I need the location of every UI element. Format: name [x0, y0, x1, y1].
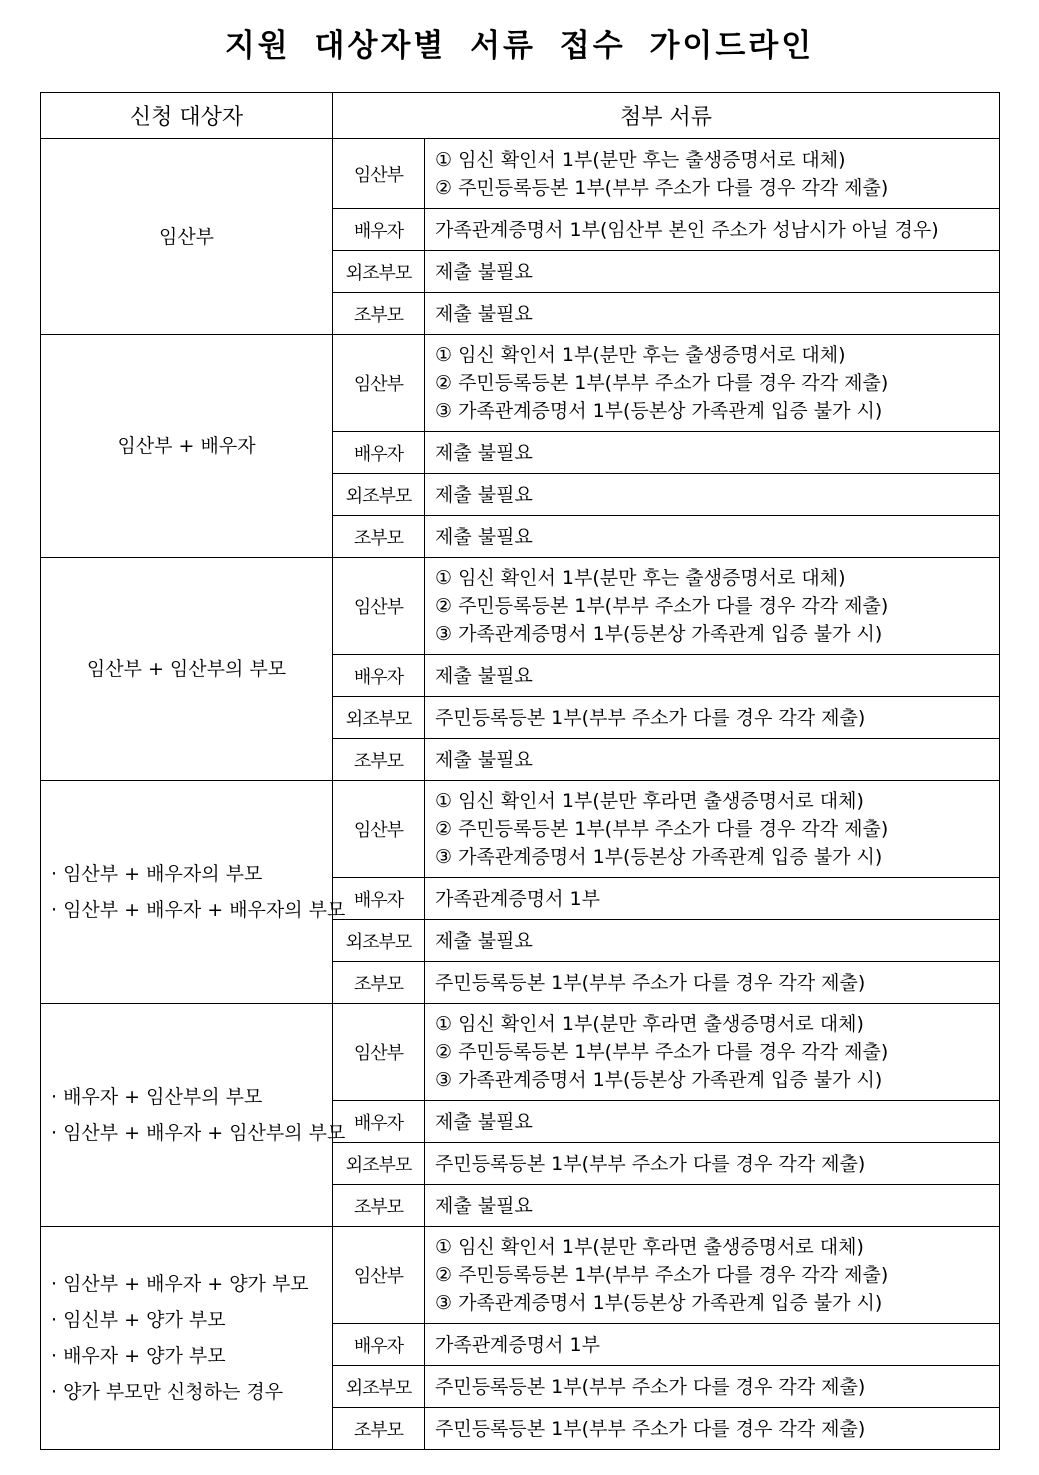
documents-cell [425, 293, 1000, 335]
table-row [41, 1004, 1000, 1101]
document-item: ③ 가족관계증명서 1부(등본상 가족관계 입증 불가 시) [435, 623, 883, 645]
documents-cell [425, 516, 1000, 558]
role-cell: 조부모 [333, 739, 425, 781]
document-item: ① 임신 확인서 1부(분만 후라면 출생증명서로 대체) [435, 1013, 864, 1035]
role-cell: 임산부 [333, 1004, 425, 1101]
role-cell: 외조부모 [333, 1143, 425, 1185]
document-item: ③ 가족관계증명서 1부(등본상 가족관계 입증 불가 시) [435, 400, 883, 422]
document-item: ③ 가족관계증명서 1부(등본상 가족관계 입증 불가 시) [435, 1292, 883, 1314]
applicant-line: · 임산부 + 배우자의 부모 [51, 863, 263, 885]
documents-cell [425, 920, 1000, 962]
documents-cell [425, 1324, 1000, 1366]
table-body [41, 139, 1000, 1450]
applicant-cell [41, 139, 333, 335]
role-cell: 배우자 [333, 655, 425, 697]
documents-cell [425, 251, 1000, 293]
documents-cell [425, 209, 1000, 251]
role-cell: 조부모 [333, 1185, 425, 1227]
document-item: 주민등록등본 1부(부부 주소가 다를 경우 각각 제출) [435, 971, 866, 994]
role-cell: 조부모 [333, 962, 425, 1004]
documents-cell [425, 1185, 1000, 1227]
applicant-line: · 임산부 + 배우자 + 양가 부모 [51, 1273, 309, 1295]
document-item: ① 임신 확인서 1부(분만 후는 출생증명서로 대체) [435, 344, 846, 366]
document-item: 제출 불필요 [435, 1194, 533, 1217]
document-item: 제출 불필요 [435, 302, 533, 325]
applicant-cell [41, 558, 333, 781]
role-cell: 조부모 [333, 516, 425, 558]
role-cell: 임산부 [333, 1227, 425, 1324]
role-cell: 임산부 [333, 335, 425, 432]
document-item: 주민등록등본 1부(부부 주소가 다를 경우 각각 제출) [435, 1417, 866, 1440]
document-item: 주민등록등본 1부(부부 주소가 다를 경우 각각 제출) [435, 706, 866, 729]
document-item: 제출 불필요 [435, 664, 533, 687]
documents-cell [425, 335, 1000, 432]
documents-cell [425, 1408, 1000, 1450]
role-cell: 조부모 [333, 1408, 425, 1450]
document-item: ③ 가족관계증명서 1부(등본상 가족관계 입증 불가 시) [435, 1069, 883, 1091]
table-row [41, 335, 1000, 432]
applicant-line: · 임산부 + 배우자 + 배우자의 부모 [51, 899, 346, 921]
documents-cell [425, 432, 1000, 474]
applicant-line: · 양가 부모만 신청하는 경우 [51, 1381, 284, 1403]
role-cell: 임산부 [333, 139, 425, 209]
document-item: 제출 불필요 [435, 483, 533, 506]
role-cell: 배우자 [333, 878, 425, 920]
document-item: ② 주민등록등본 1부(부부 주소가 다를 경우 각각 제출) [435, 818, 889, 840]
documents-cell [425, 962, 1000, 1004]
page-title: 지원 대상자별 서류 접수 가이드라인 [224, 28, 815, 64]
applicant-line: · 배우자 + 임산부의 부모 [51, 1086, 263, 1108]
table-row [41, 1227, 1000, 1324]
role-cell: 외조부모 [333, 251, 425, 293]
document-item: 가족관계증명서 1부(임산부 본인 주소가 성남시가 아닐 경우) [435, 218, 939, 241]
document-item: 주민등록등본 1부(부부 주소가 다를 경우 각각 제출) [435, 1375, 866, 1398]
document-item: 주민등록등본 1부(부부 주소가 다를 경우 각각 제출) [435, 1152, 866, 1175]
role-cell: 외조부모 [333, 474, 425, 516]
applicant-line: · 배우자 + 양가 부모 [51, 1345, 226, 1367]
documents-cell [425, 1366, 1000, 1408]
document-item: ③ 가족관계증명서 1부(등본상 가족관계 입증 불가 시) [435, 846, 883, 868]
role-cell: 외조부모 [333, 1366, 425, 1408]
documents-cell [425, 558, 1000, 655]
role-cell: 배우자 [333, 1101, 425, 1143]
table-row [41, 558, 1000, 655]
documents-cell [425, 781, 1000, 878]
document-item: ② 주민등록등본 1부(부부 주소가 다를 경우 각각 제출) [435, 176, 889, 199]
documents-cell [425, 655, 1000, 697]
document-item: 제출 불필요 [435, 260, 533, 283]
role-cell: 임산부 [333, 558, 425, 655]
document-item: ② 주민등록등본 1부(부부 주소가 다를 경우 각각 제출) [435, 372, 889, 394]
applicant-cell [41, 1227, 333, 1450]
applicant-line: · 임산부 + 배우자 + 임산부의 부모 [51, 1122, 346, 1144]
applicant-line: 임산부 [158, 225, 215, 248]
applicant-cell [41, 1004, 346, 1227]
document-item: 가족관계증명서 1부 [435, 1333, 600, 1356]
document-item: 제출 불필요 [435, 525, 533, 548]
header-applicant: 신청 대상자 [41, 93, 333, 139]
documents-cell [425, 697, 1000, 739]
documents-cell [425, 1004, 1000, 1101]
role-cell: 외조부모 [333, 920, 425, 962]
role-cell: 배우자 [333, 209, 425, 251]
applicant-line: 임산부 + 임산부의 부모 [86, 658, 287, 680]
documents-cell [425, 139, 1000, 209]
document-item: ② 주민등록등본 1부(부부 주소가 다를 경우 각각 제출) [435, 1264, 889, 1286]
document-item: ② 주민등록등본 1부(부부 주소가 다를 경우 각각 제출) [435, 595, 889, 617]
document-item: ① 임신 확인서 1부(분만 후는 출생증명서로 대체) [435, 148, 846, 171]
document-item: ① 임신 확인서 1부(분만 후는 출생증명서로 대체) [435, 567, 846, 589]
documents-cell [425, 1101, 1000, 1143]
document-item: 제출 불필요 [435, 1110, 533, 1133]
role-cell: 배우자 [333, 432, 425, 474]
document-item: ① 임신 확인서 1부(분만 후라면 출생증명서로 대체) [435, 790, 864, 812]
documents-cell [425, 878, 1000, 920]
documents-cell [425, 1227, 1000, 1324]
applicant-cell [41, 335, 333, 558]
documents-cell [425, 1143, 1000, 1185]
table-row [41, 781, 1000, 878]
applicant-line: 임산부 + 배우자 [117, 435, 256, 457]
documents-cell [425, 474, 1000, 516]
role-cell: 조부모 [333, 293, 425, 335]
document-item: ② 주민등록등본 1부(부부 주소가 다를 경우 각각 제출) [435, 1041, 889, 1063]
document-item: 가족관계증명서 1부 [435, 887, 600, 910]
guideline-table [40, 92, 1000, 1450]
applicant-cell [41, 781, 346, 1004]
documents-cell [425, 739, 1000, 781]
role-cell: 외조부모 [333, 697, 425, 739]
table-row [41, 139, 1000, 209]
document-item: 제출 불필요 [435, 441, 533, 464]
role-cell: 배우자 [333, 1324, 425, 1366]
applicant-line: · 임신부 + 양가 부모 [51, 1309, 226, 1331]
document-item: 제출 불필요 [435, 929, 533, 952]
document-item: ① 임신 확인서 1부(분만 후라면 출생증명서로 대체) [435, 1236, 864, 1258]
document-item: 제출 불필요 [435, 748, 533, 771]
header-documents: 첨부 서류 [333, 93, 1000, 139]
role-cell: 임산부 [333, 781, 425, 878]
